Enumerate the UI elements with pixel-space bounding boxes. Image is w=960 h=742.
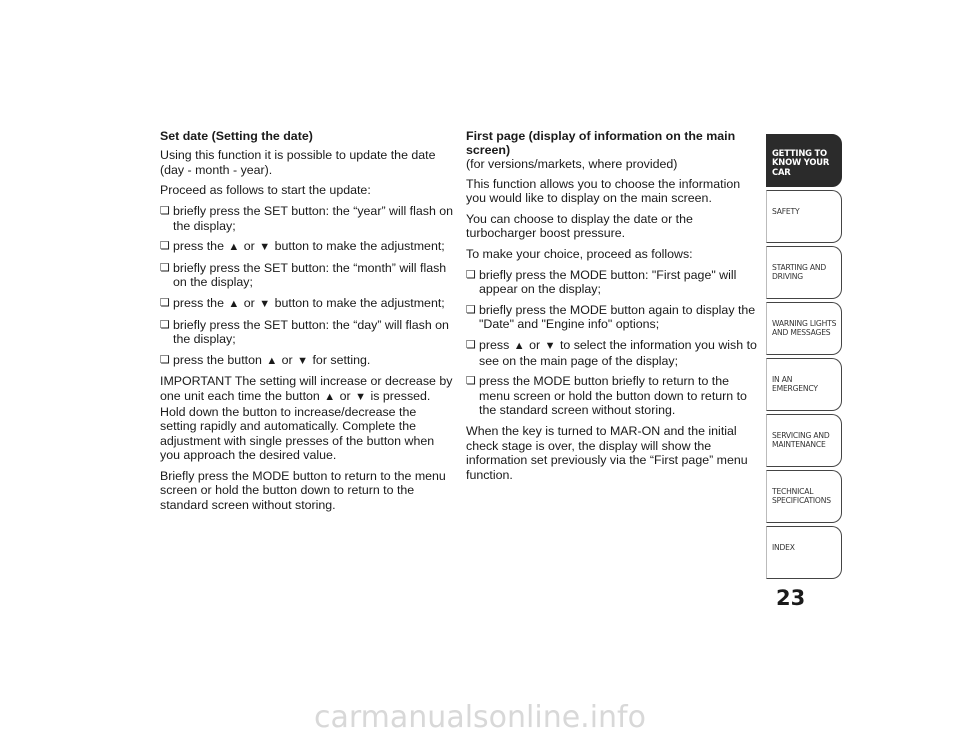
up-arrow-icon: ▲: [324, 390, 336, 403]
tab-safety[interactable]: SAFETY: [766, 190, 842, 243]
text: or: [339, 388, 351, 403]
important-note: [160, 374, 456, 463]
watermark: carmanualsonline.info: [314, 700, 646, 735]
paragraph: Using this function it is possible to update the date (day - month - year).: [160, 148, 436, 177]
list-item: [160, 239, 456, 255]
down-arrow-icon: ▼: [259, 297, 271, 310]
up-arrow-icon: ▲: [228, 241, 240, 254]
tab-index[interactable]: INDEX: [766, 526, 842, 579]
page-number: 23: [776, 586, 806, 610]
up-arrow-icon: ▲: [266, 354, 278, 367]
title-text: First page (display of information on the main screen): [466, 129, 736, 158]
paragraph: To make your choice, proceed as follows:: [466, 246, 693, 261]
text: press the: [173, 295, 224, 310]
list-item: [160, 353, 456, 369]
paragraph: You can choose to display the date or the turbocharger boost pressure.: [466, 211, 693, 241]
list-item: ❏ briefly press the SET button: the “month” will flash on the display;: [160, 261, 456, 290]
paragraph: When the key is turned to MAR-ON and the initial check stage is over, the display will show the information set previously via the “First page” menu function.: [466, 423, 748, 482]
down-arrow-icon: ▼: [355, 390, 366, 403]
paragraph: Briefly press the MODE button to return to the menu screen or hold the button down to return to the standard screen without storing.: [160, 468, 446, 513]
section-title-first-page: [466, 129, 760, 172]
list-item: [160, 296, 456, 312]
tab-starting-and-driving[interactable]: STARTING AND DRIVING: [766, 246, 842, 299]
text: or: [529, 337, 541, 352]
tab-servicing-and-maintenance[interactable]: SERVICING AND MAINTENANCE: [766, 414, 842, 467]
text: or: [243, 239, 255, 254]
list-item: ❏ press the MODE button briefly to return to the menu screen or hold the button down to return to the standard screen without storing.: [466, 374, 760, 418]
text: button to make the adjustment;: [274, 295, 445, 310]
down-arrow-icon: ▼: [544, 339, 556, 352]
up-arrow-icon: ▲: [228, 297, 240, 310]
text: press: [479, 337, 510, 352]
list-item: ❏ briefly press the SET button: the “year” will flash on the display;: [160, 204, 456, 233]
up-arrow-icon: ▲: [513, 339, 525, 352]
left-column: [160, 129, 456, 519]
paragraph: This function allows you to choose the information you would like to display on the main screen.: [466, 176, 741, 206]
text: for setting.: [312, 352, 371, 367]
subtitle: (for versions/markets, where provided): [466, 157, 678, 172]
right-column: [466, 129, 760, 488]
list-item: [466, 338, 760, 368]
down-arrow-icon: ▼: [297, 354, 309, 367]
text: is pressed. Hold down the button to increase/decrease the setting rapidly and automatically. Complete the adjustment with single presses of the button when you approach the desired value.: [160, 388, 435, 463]
text: or: [281, 352, 293, 367]
text: button to make the adjustment;: [274, 239, 445, 254]
tab-getting-to-know-your-car[interactable]: GETTING TO KNOW YOUR CAR: [766, 134, 842, 187]
text: IMPORTANT The setting will increase or decrease by one unit each time the button: [160, 374, 453, 403]
tab-in-an-emergency[interactable]: IN AN EMERGENCY: [766, 358, 842, 411]
tab-warning-lights-and-messages[interactable]: WARNING LIGHTS AND MESSAGES: [766, 302, 842, 355]
text: press the: [173, 239, 224, 254]
tab-technical-specifications[interactable]: TECHNICAL SPECIFICATIONS: [766, 470, 842, 523]
chapter-tabs: [766, 134, 842, 582]
list-item: ❏ briefly press the MODE button: "First page" will appear on the display;: [466, 268, 760, 297]
text: press the button: [173, 352, 262, 367]
section-title-set-date: Set date (Setting the date): [160, 129, 313, 143]
down-arrow-icon: ▼: [259, 241, 271, 254]
text: or: [243, 295, 255, 310]
list-item: ❏ briefly press the SET button: the “day” will flash on the display;: [160, 318, 456, 347]
paragraph: Proceed as follows to start the update:: [160, 183, 371, 198]
list-item: ❏ briefly press the MODE button again to display the "Date" and "Engine info" options;: [466, 303, 760, 332]
text: to select the information you wish to see on the main page of the display;: [479, 337, 757, 368]
